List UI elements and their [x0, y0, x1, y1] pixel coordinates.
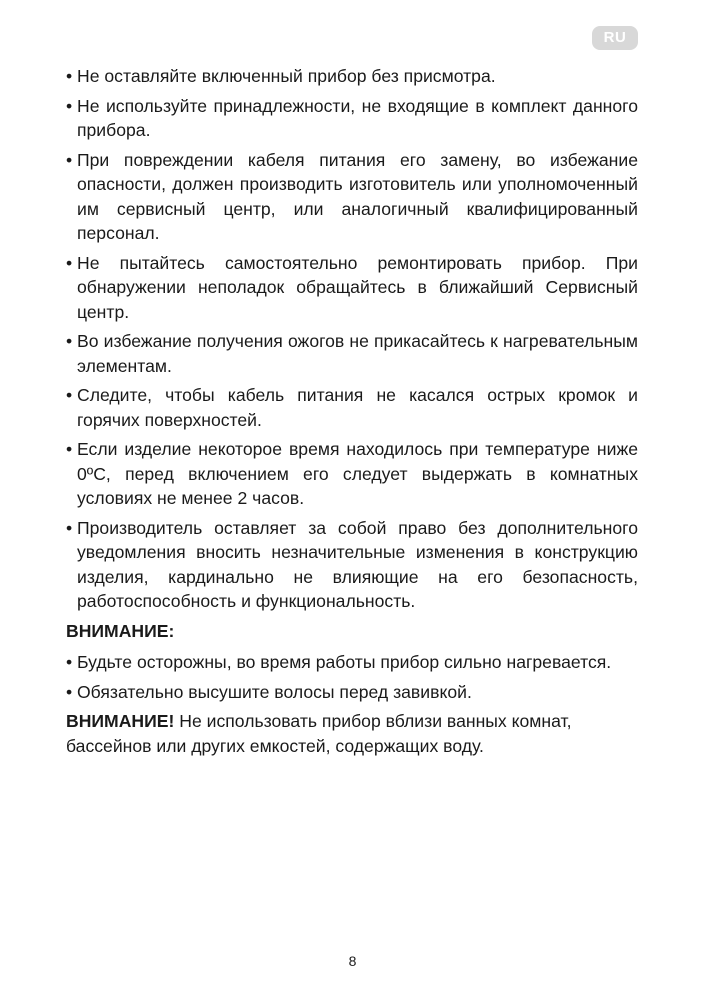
final-warning [66, 709, 638, 758]
bullet-icon: • [66, 149, 73, 170]
final-warning-label: ВНИМАНИЕ! [66, 711, 175, 731]
list-item-text: Не используйте принадлежности, не входящие в комплект данного прибора. [77, 95, 638, 140]
attention-list [66, 650, 638, 704]
bullet-icon: • [66, 385, 73, 405]
bullet-icon: • [66, 517, 73, 538]
attention-heading: ВНИМАНИЕ: [66, 620, 175, 641]
language-badge: RU [592, 26, 638, 50]
final-warning-text: Не использовать прибор вблизи ванных комнат, бассейнов или других емкостей, содержащих воду. [66, 711, 572, 756]
bullet-icon: • [66, 66, 73, 86]
safety-list [66, 64, 638, 614]
list-item-text: Производитель оставляет за собой право без дополнительного уведомления вносить незначительные изменения в конструкцию изделия, кардинально не влияющие на его безопасность, работоспособность и функциональность. [77, 517, 638, 611]
bullet-icon: • [66, 95, 73, 116]
list-item-text: Обязательно высушите волосы перед завивкой. [77, 681, 472, 702]
page-number: 8 [348, 953, 357, 969]
bullet-icon: • [66, 439, 73, 459]
list-item [66, 251, 638, 325]
list-item [66, 329, 638, 378]
list-item [66, 680, 638, 705]
bullet-icon: • [66, 681, 73, 702]
list-item-text: Будьте осторожны, во время работы прибор сильно нагревается. [77, 652, 612, 672]
list-item-text: Во избежание получения ожогов не прикасайтесь к нагревательным элементам. [77, 331, 638, 376]
list-item [66, 437, 638, 511]
bullet-icon: • [66, 652, 73, 672]
list-item-text: Если изделие некоторое время находилось при температуре ниже 0ºC, перед включением его следует выдержать в комнатных условиях не менее 2 часов. [77, 439, 638, 508]
list-item [66, 148, 638, 246]
bullet-icon: • [66, 331, 73, 351]
list-item-text: Не пытайтесь самостоятельно ремонтировать прибор. При обнаружении неполадок обращайтесь в ближайший Сервисный центр. [77, 252, 638, 322]
list-item-text: При повреждении кабеля питания его замену, во избежание опасности, должен производить изготовитель или уполномоченный им сервисный центр, или аналогичный квалифицированный персонал. [77, 149, 638, 243]
page-content [66, 64, 638, 758]
bullet-icon: • [66, 252, 73, 273]
list-item-text: Следите, чтобы кабель питания не касался острых кромок и горячих поверхностей. [77, 385, 638, 430]
list-item [66, 383, 638, 432]
list-item [66, 94, 638, 143]
list-item [66, 650, 638, 675]
list-item [66, 516, 638, 614]
list-item-text: Не оставляйте включенный прибор без присмотра. [77, 66, 496, 86]
list-item [66, 64, 638, 89]
